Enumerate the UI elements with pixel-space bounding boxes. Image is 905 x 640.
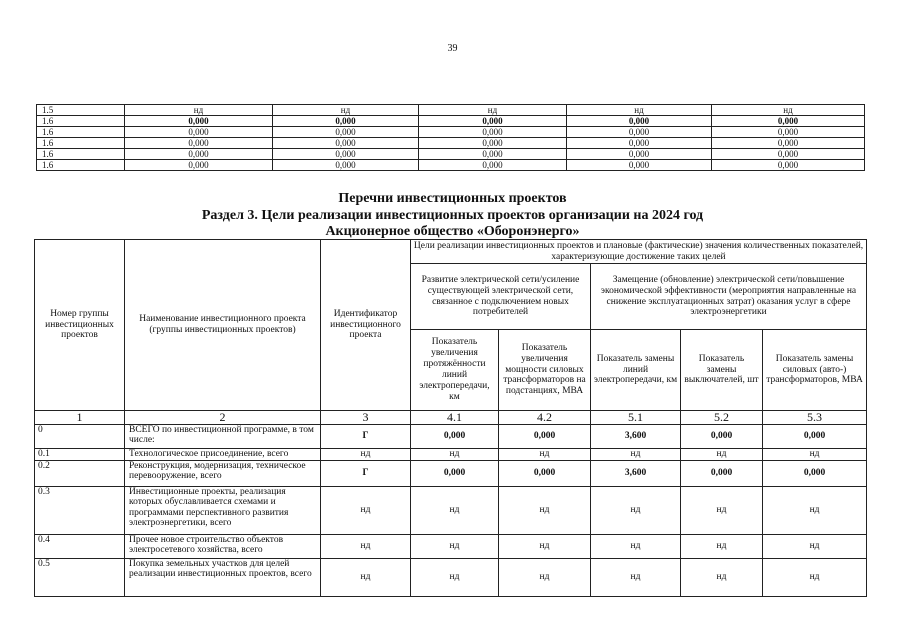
value-cell: 0,000	[712, 116, 865, 127]
table-row	[35, 461, 867, 487]
row-code: 0.4	[35, 535, 125, 559]
row-name: Покупка земельных участков для целей реализации инвестиционных проектов, всего	[125, 559, 321, 597]
table-row	[37, 149, 865, 160]
header-indicator-5-2: Показатель замены выключателей, шт	[681, 330, 763, 411]
value-cell: 0,000	[419, 116, 567, 127]
value-cell: 0,000	[273, 160, 419, 171]
value-cell: 0,000	[567, 127, 712, 138]
investment-goals-table	[34, 239, 867, 597]
value-cell: нд	[681, 559, 763, 597]
row-identifier: нд	[321, 559, 411, 597]
value-cell: нд	[591, 535, 681, 559]
value-cell: 0,000	[499, 461, 591, 487]
row-code: 1.6	[37, 160, 125, 171]
document-title: Перечни инвестиционных проектов	[338, 191, 567, 206]
row-code: 1.6	[37, 116, 125, 127]
header-group-development: Развитие электрической сети/усиление существующей электрической сети, связанное с подключением новых потребителей	[411, 264, 591, 330]
row-code: 1.6	[37, 127, 125, 138]
value-cell: нд	[411, 535, 499, 559]
header-goals: Цели реализации инвестиционных проектов и плановые (фактические) значения количественных показателей, характеризующие достижение таких целей	[411, 240, 867, 264]
value-cell: нд	[591, 449, 681, 461]
row-name: ВСЕГО по инвестиционной программе, в том числе:	[125, 425, 321, 449]
row-identifier: нд	[321, 535, 411, 559]
value-cell: нд	[419, 105, 567, 116]
header-indicator-4-1: Показатель увеличения протяжённости линий электропередачи, км	[411, 330, 499, 411]
row-code: 1.6	[37, 149, 125, 160]
value-cell: 0,000	[681, 425, 763, 449]
table-row	[37, 116, 865, 127]
value-cell: 0,000	[419, 160, 567, 171]
value-cell: нд	[411, 559, 499, 597]
column-number: 4.1	[411, 411, 499, 425]
header-indicator-5-1: Показатель замены линий электропередачи, км	[591, 330, 681, 411]
column-number-row	[35, 411, 867, 425]
value-cell: 0,000	[125, 127, 273, 138]
value-cell: нд	[499, 535, 591, 559]
table-row	[35, 425, 867, 449]
header-indicator-5-3: Показатель замены силовых (авто-) трансформаторов, МВА	[763, 330, 867, 411]
value-cell: 0,000	[763, 461, 867, 487]
table-row	[35, 449, 867, 461]
value-cell: нд	[681, 487, 763, 535]
row-code: 0.5	[35, 559, 125, 597]
value-cell: 0,000	[567, 138, 712, 149]
column-number: 5.1	[591, 411, 681, 425]
row-identifier: нд	[321, 487, 411, 535]
company-name: Акционерное общество «Оборонэнерго»	[325, 224, 580, 239]
page-number: 39	[447, 43, 458, 54]
value-cell: 0,000	[499, 425, 591, 449]
value-cell: нд	[499, 449, 591, 461]
table-row	[37, 138, 865, 149]
table-row	[35, 559, 867, 597]
value-cell: 0,000	[712, 127, 865, 138]
value-cell: 0,000	[273, 116, 419, 127]
table-row	[35, 487, 867, 535]
value-cell: нд	[567, 105, 712, 116]
table-row	[37, 105, 865, 116]
row-code: 1.6	[37, 138, 125, 149]
value-cell: нд	[273, 105, 419, 116]
value-cell: 0,000	[712, 160, 865, 171]
value-cell: нд	[499, 487, 591, 535]
header-indicator-4-2: Показатель увеличения мощности силовых трансформаторов на подстанциях, МВА	[499, 330, 591, 411]
value-cell: 0,000	[273, 138, 419, 149]
value-cell: 0,000	[712, 138, 865, 149]
value-cell: нд	[712, 105, 865, 116]
value-cell: 0,000	[567, 149, 712, 160]
row-name: Инвестиционные проекты, реализация которых обуславливается схемами и программами перспективного развития электроэнергетики, всего	[125, 487, 321, 535]
row-identifier: нд	[321, 449, 411, 461]
column-number: 5.2	[681, 411, 763, 425]
table-row	[37, 127, 865, 138]
header-identifier: Идентификатор инвестиционного проекта	[321, 240, 411, 411]
value-cell: нд	[411, 449, 499, 461]
value-cell: нд	[763, 559, 867, 597]
header-group-number: Номер группы инвестиционных проектов	[35, 240, 125, 411]
row-name: Прочее новое строительство объектов электросетевого хозяйства, всего	[125, 535, 321, 559]
header-group-replacement: Замещение (обновление) электрической сети/повышение экономической эффективности (мероприятия направленные на снижение эксплуатационных затрат) оказания услуг в сфере электроэнергетики	[591, 264, 867, 330]
value-cell: нд	[499, 559, 591, 597]
table-row	[37, 160, 865, 171]
value-cell: 0,000	[763, 425, 867, 449]
value-cell: 0,000	[411, 425, 499, 449]
column-number: 2	[125, 411, 321, 425]
value-cell: 0,000	[712, 149, 865, 160]
value-cell: 0,000	[273, 127, 419, 138]
row-identifier: Г	[321, 461, 411, 487]
row-code: 0	[35, 425, 125, 449]
value-cell: 0,000	[273, 149, 419, 160]
column-number: 1	[35, 411, 125, 425]
value-cell: 0,000	[681, 461, 763, 487]
value-cell: нд	[681, 449, 763, 461]
row-code: 0.3	[35, 487, 125, 535]
value-cell: нд	[411, 487, 499, 535]
row-identifier: Г	[321, 425, 411, 449]
column-number: 3	[321, 411, 411, 425]
value-cell: 0,000	[419, 138, 567, 149]
value-cell: нд	[591, 487, 681, 535]
row-code: 0.2	[35, 461, 125, 487]
value-cell: 0,000	[125, 138, 273, 149]
row-code: 1.5	[37, 105, 125, 116]
value-cell: нд	[763, 535, 867, 559]
value-cell: 0,000	[567, 160, 712, 171]
header-project-name: Наименование инвестиционного проекта (группы инвестиционных проектов)	[125, 240, 321, 411]
value-cell: 0,000	[419, 149, 567, 160]
value-cell: 0,000	[411, 461, 499, 487]
table-row	[35, 535, 867, 559]
value-cell: 0,000	[125, 160, 273, 171]
section-title: Раздел 3. Цели реализации инвестиционных проектов организации на 2024 год	[201, 208, 704, 223]
value-cell: нд	[763, 449, 867, 461]
value-cell: 0,000	[419, 127, 567, 138]
value-cell: 0,000	[125, 149, 273, 160]
row-name: Реконструкция, модернизация, техническое перевооружение, всего	[125, 461, 321, 487]
column-number: 4.2	[499, 411, 591, 425]
value-cell: 3,600	[591, 461, 681, 487]
value-cell: нд	[591, 559, 681, 597]
value-cell: нд	[125, 105, 273, 116]
row-name: Технологическое присоединение, всего	[125, 449, 321, 461]
value-cell: нд	[681, 535, 763, 559]
continuation-table	[36, 104, 865, 171]
value-cell: 0,000	[567, 116, 712, 127]
value-cell: 0,000	[125, 116, 273, 127]
column-number: 5.3	[763, 411, 867, 425]
value-cell: нд	[763, 487, 867, 535]
row-code: 0.1	[35, 449, 125, 461]
value-cell: 3,600	[591, 425, 681, 449]
